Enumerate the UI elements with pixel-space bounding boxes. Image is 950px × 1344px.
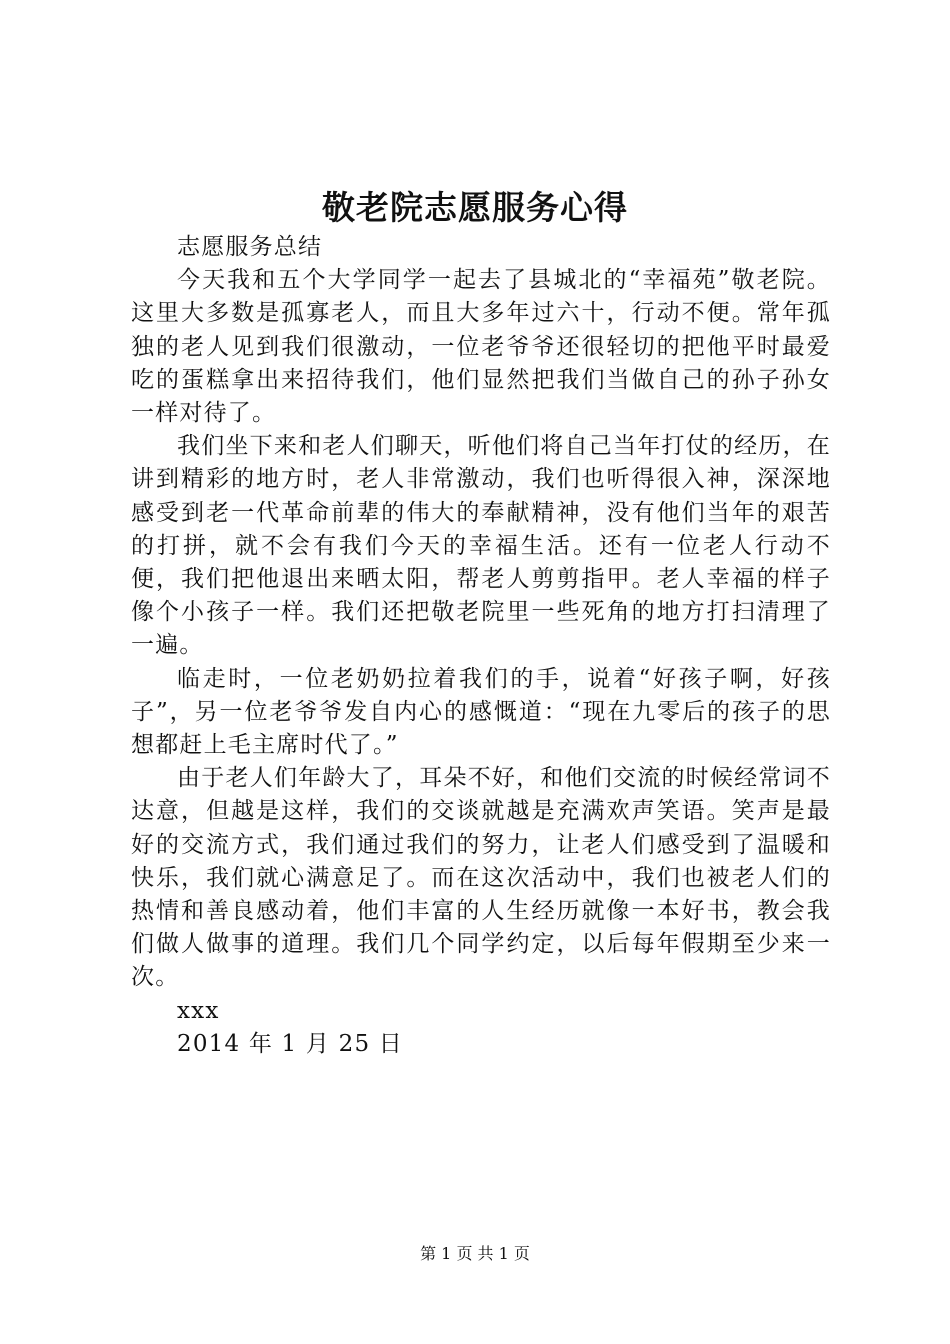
paragraph-4: 由于老人们年龄大了，耳朵不好，和他们交流的时候经常词不达意，但越是这样，我们的交谈就越是充满欢声笑语。笑声是最好的交流方式，我们通过我们的努力，让老人们感受到了温暖和快乐，我们就心满意足了。而在这次活动中，我们也被老人们的热情和善良感动着，他们丰富的人生经历就像一本好书，教会我们做人做事的道理。我们几个同学约定，以后每年假期至少来一次。 [131,765,831,991]
paragraph-3: 临走时，一位老奶奶拉着我们的手，说着“好孩子啊，好孩子”，另一位老爷爷发自内心的感慨道：“现在九零后的孩子的思想都赶上毛主席时代了。” [131,665,831,759]
document-subtitle: 志愿服务总结 [177,234,323,260]
page-number-footer: 第 1 页 共 1 页 [420,1244,530,1263]
document-body [131,231,831,1061]
signature: xxx [177,997,220,1024]
document-title: 敬老院志愿服务心得 [322,188,628,227]
paragraph-1: 今天我和五个大学同学一起去了县城北的“幸福苑”敬老院。这里大多数是孤寡老人，而且大多年过六十，行动不便。常年孤独的老人见到我们很激动，一位老爷爷还很轻切的把他平时最爱吃的蛋糕拿出来招待我们，他们显然把我们当做自己的孙子孙女一样对待了。 [131,267,831,427]
date: 2014 年 1 月 25 日 [177,1030,403,1057]
paragraph-2: 我们坐下来和老人们聊天，听他们将自己当年打仗的经历，在讲到精彩的地方时，老人非常激动，我们也听得很入神，深深地感受到老一代革命前辈的伟大的奉献精神，没有他们当年的艰苦的打拼，就不会有我们今天的幸福生活。还有一位老人行动不便，我们把他退出来晒太阳，帮老人剪剪指甲。老人幸福的样子像个小孩子一样。我们还把敬老院里一些死角的地方打扫清理了一遍。 [131,433,831,659]
